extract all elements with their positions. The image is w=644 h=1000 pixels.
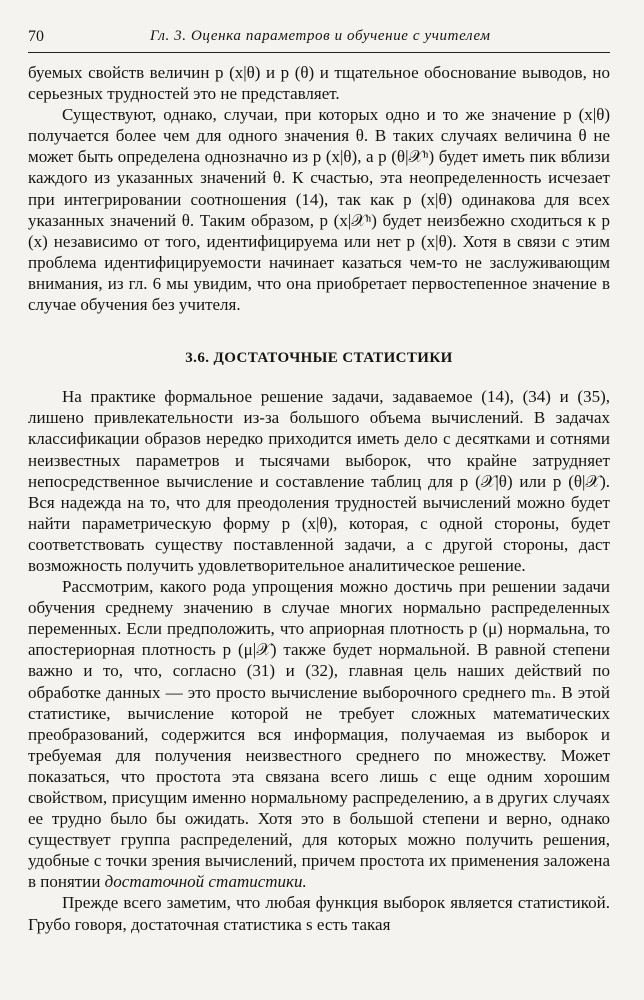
paragraph-identifiability: Существуют, однако, случаи, при которых одно и то же значение p (x|θ) получается более чем для одного значения θ. В таких случаях величина θ не может быть определена однозначно из p (x|θ), а p (θ|𝒳ⁿ) будет иметь пик вблизи каждого из указанных значений θ. К счастью, эта неопределенность исчезает при интегрировании соотношения (14), так как p (x|θ) одинакова для всех указанных значений θ. Таким образом, p (x|𝒳ⁿ) будет неизбежно сходиться к p (x) независимо от того, идентифицируема или нет p (x|θ). Хотя в связи с этим проблема идентифицируемости начинает казаться чем-то не заслуживающим внимания, из гл. 6 мы увидим, что она приобретает первостепенное значение в случае обучения без учителя. — [28, 105, 610, 315]
paragraph-statistic-definition: Прежде всего заметим, что любая функция выборок является статистикой. Грубо говоря, достаточная статистика s есть такая — [28, 893, 610, 934]
page-body — [28, 62, 610, 935]
page-number: 70 — [28, 28, 44, 45]
paragraph-continued: буемых свойств величин p (x|θ) и p (θ) и тщательное обоснование выводов, но серьезных трудностей это не представляет. — [28, 63, 610, 104]
paragraph-simplifications — [28, 576, 610, 892]
sufficient-statistic-term: достаточной статистики. — [104, 872, 307, 892]
running-header — [28, 26, 610, 53]
running-title: Гл. 3. Оценка параметров и обучение с учителем — [150, 28, 491, 44]
section-heading: 3.6. ДОСТАТОЧНЫЕ СТАТИСТИКИ — [185, 350, 453, 367]
paragraph-simplifications-text: Рассмотрим, какого рода упрощения можно достичь при решении задачи обучения среднему значению в случае многих нормально распределенных переменных. Если предположить, что априорная плотность p (μ) нормальна, то апостериорная плотность p (μ|𝒳) также будет нормальной. В равной степени важно и то, что, согласно (31) и (32), главная цель наших действий по обработке данных — это просто вычисление выборочного среднего mₙ. В этой статистике, вычисление которой не требует сложных математических преобразований, содержится вся информация, получаемая из выборок и требуемая для получения неизвестного среднего по множеству. Может показаться, что простота эта связана всего лишь с еще одним хорошим свойством, присущим именно нормальному распределению, а в других случаях ее трудно было бы ожидать. Хотя это в большой степени и верно, однако существует группа распределений, для которых можно получить решения, удобные с точки зрения вычислений, причем простота их применения заложена в понятии — [28, 577, 610, 892]
paragraph-practice: На практике формальное решение задачи, задаваемое (14), (34) и (35), лишено привлекательности из-за большого объема вычислений. В задачах классификации образов нередко приходится иметь дело с десятками и сотнями неизвестных параметров и тысячами выборок, что крайне затрудняет непосредственное вычисление и составление таблиц для p (𝒳|θ) или p (θ|𝒳). Вся надежда на то, что для преодоления трудностей вычислений можно будет найти параметрическую форму p (x|θ), которая, с одной стороны, будет соответствовать существу поставленной задачи, а с другой стороны, даст возможность получить удовлетворительное аналитическое решение. — [28, 387, 610, 575]
